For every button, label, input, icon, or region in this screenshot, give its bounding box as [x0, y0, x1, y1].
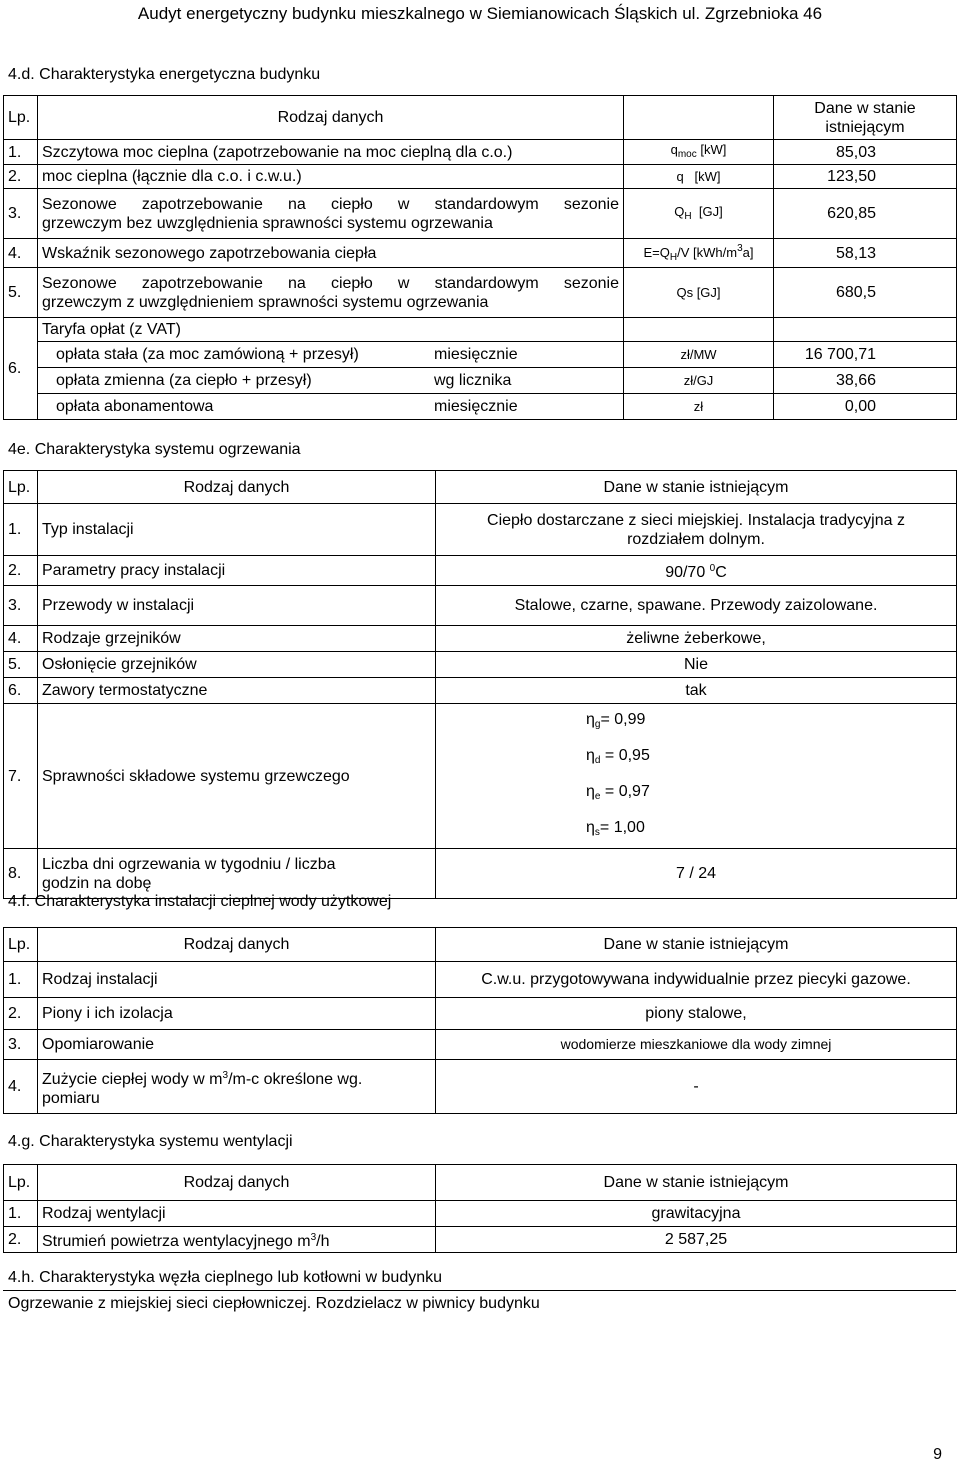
col-lp: Lp. — [4, 96, 38, 140]
table-row: 6. Zawory termostatyczne tak — [4, 678, 957, 704]
table-row: 1. Rodzaj wentylacji grawitacyjna — [4, 1201, 957, 1227]
table-header-row: Lp. Rodzaj danych Dane w stanie istniejącym — [4, 471, 957, 504]
table-row: 5. Sezonowe zapotrzebowanie na ciepło w standardowym sezonie grzewczym z uwzględnieniem sprawności systemu ogrzewania Qs [GJ] 680,5 — [4, 268, 957, 318]
tariff-item: opłata abonamentowa miesięcznie zł 0,00 — [4, 394, 957, 420]
col-dane: Dane w stanie istniejącym — [774, 96, 957, 140]
table-row: 3. Sezonowe zapotrzebowanie na ciepło w standardowym sezonie grzewczym bez uwzględnienia sprawności systemu ogrzewania $Q_H$ [GJ] 620,85 — [4, 189, 957, 239]
table-row: 4. Rodzaje grzejników żeliwne żeberkowe, — [4, 626, 957, 652]
table-row: 7. Sprawności składowe systemu grzewczego $\eta_g= 0,99$ $\eta_d = 0,95$ $\eta_e = 0,97$ $\eta_s= 1,00$ — [4, 704, 957, 849]
heat-node-table — [3, 1290, 956, 1317]
table-row: 1. Typ instalacji Ciepło dostarczane z sieci miejskiej. Instalacja tradycyjna z rozdziałem dolnym. — [4, 504, 957, 556]
table-header-row: Lp. Rodzaj danych Dane w stanie istniejącym — [4, 928, 957, 962]
tariff-row: 6. Taryfa opłat (z VAT) — [4, 318, 957, 342]
energy-characteristics-table — [3, 95, 957, 420]
table-row: 1. Szczytowa moc cieplna (zapotrzebowanie na moc cieplną dla c.o.) $q_{moc}$ [kW] 85,03 — [4, 140, 957, 165]
table-row: 5. Osłonięcie grzejników Nie — [4, 652, 957, 678]
heating-system-table — [3, 470, 957, 899]
hot-water-table — [3, 927, 957, 1114]
section-title-4f: 4.f. Charakterystyka instalacji cieplnej wody użytkowej — [8, 893, 392, 910]
page-header: Audyt energetyczny budynku mieszkalnego w Siemianowicach Śląskich ul. Zgrzebnioka 46 — [137, 4, 823, 23]
tariff-item: opłata stała (za moc zamówioną + przesył) miesięcznie zł/MW 16 700,71 — [4, 342, 957, 368]
ventilation-table — [3, 1164, 957, 1253]
table-row: 2. moc cieplna (łącznie dla c.o. i c.w.u.) q [kW] 123,50 — [4, 165, 957, 189]
table-row: 2. Parametry pracy instalacji 90/70 $^0$C — [4, 556, 957, 586]
section-title-4e: 4e. Charakterystyka systemu ogrzewania — [8, 441, 301, 458]
table-row: 3. Opomiarowanie wodomierze mieszkaniowe dla wody zimnej — [4, 1030, 957, 1060]
section-title-4d: 4.d. Charakterystyka energetyczna budynku — [8, 66, 321, 83]
table-row: 1. Rodzaj instalacji C.w.u. przygotowywana indywidualnie przez piecyki gazowe. — [4, 962, 957, 998]
section-title-4g: 4.g. Charakterystyka systemu wentylacji — [8, 1133, 293, 1150]
table-row: 4. Zużycie ciepłej wody w $m^3/m-c$ określone wg. pomiaru - — [4, 1060, 957, 1114]
table-header-row: Lp. Rodzaj danych Dane w stanie istniejącym — [4, 1165, 957, 1201]
heat-node-text: Ogrzewanie z miejskiej sieci ciepłowniczej. Rozdzielacz w piwnicy budynku — [3, 1291, 956, 1317]
section-title-4h: 4.h. Charakterystyka węzła cieplnego lub kotłowni w budynku — [8, 1269, 443, 1286]
col-rodzaj: Rodzaj danych — [38, 96, 624, 140]
page-number: 9 — [933, 1446, 942, 1463]
table-row: 3. Przewody w instalacji Stalowe, czarne, spawane. Przewody zaizolowane. — [4, 586, 957, 626]
table-header-row — [4, 96, 957, 140]
table-row: 8. Liczba dni ogrzewania w tygodniu / liczba godzin na dobę 7 / 24 — [4, 849, 957, 899]
efficiency-list: $\eta_g= 0,99$ $\eta_d = 0,95$ $\eta_e = 0,97$ $\eta_s= 1,00$ — [436, 704, 957, 849]
tariff-item: opłata zmienna (za ciepło + przesył) wg licznika zł/GJ 38,66 — [4, 368, 957, 394]
table-row: 2. Strumień powietrza wentylacyjnego $m^3/h$ 2 587,25 — [4, 1227, 957, 1253]
table-row: 2. Piony i ich izolacja piony stalowe, — [4, 998, 957, 1030]
table-row: 4. Wskaźnik sezonowego zapotrzebowania ciepła $E=Q_H/V$ $[kWh/m^3a]$ 58,13 — [4, 239, 957, 268]
